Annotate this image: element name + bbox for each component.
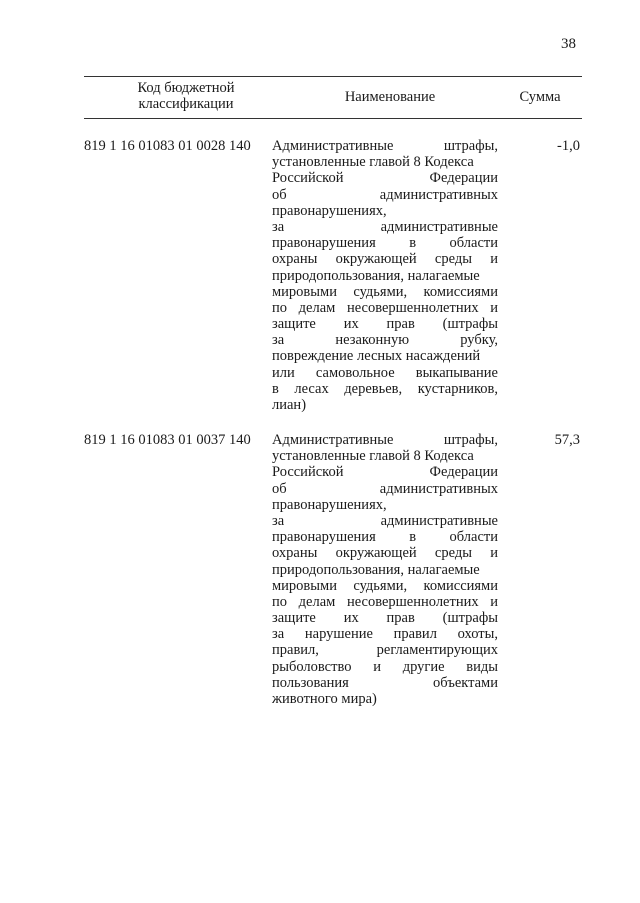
column-header-sum: Сумма (519, 89, 561, 105)
item-name (272, 432, 498, 707)
name-line: правонарушениях, (272, 202, 387, 219)
name-line: Российской Федерации (272, 464, 498, 481)
name-line: животного мира) (272, 691, 377, 707)
name-line: мировыми судьями, комиссиями (272, 283, 498, 300)
name-line: установленные главой 8 Кодекса (272, 448, 474, 465)
name-line: по делам несовершеннолетних и (272, 593, 498, 610)
page-number: 38 (561, 36, 576, 52)
name-line: за административные (272, 218, 498, 235)
column-header-code: Код бюджетной классификации (137, 80, 235, 112)
budget-code: 819 1 16 01083 01 0028 140 (84, 138, 251, 154)
name-line: природопользования, налагаемые (272, 267, 480, 284)
name-line: рыболовство и другие виды (272, 658, 498, 675)
item-name (272, 138, 498, 413)
name-line: повреждение лесных насаждений (272, 348, 481, 365)
name-line: природопользования, налагаемые (272, 561, 480, 578)
name-line: правонарушения в области (272, 529, 498, 546)
name-line: за административные (272, 512, 498, 529)
budget-code: 819 1 16 01083 01 0037 140 (84, 432, 251, 448)
name-line: правил, регламентирующих (272, 642, 498, 659)
name-line: правонарушениях, (272, 496, 387, 513)
name-line: правонарушения в области (272, 235, 498, 252)
name-line: защите их прав (штрафы (272, 610, 498, 627)
name-line: об административных (272, 480, 498, 497)
name-line: об административных (272, 186, 498, 203)
name-line: Российской Федерации (272, 170, 498, 187)
name-line: установленные главой 8 Кодекса (272, 154, 474, 171)
table-header-top-rule (84, 76, 582, 77)
table-header-bottom-rule (84, 118, 582, 119)
amount: -1,0 (557, 138, 580, 154)
column-header-name: Наименование (344, 89, 436, 105)
name-line: Административные штрафы, (272, 432, 498, 448)
amount: 57,3 (554, 432, 580, 448)
name-line: за нарушение правил охоты, (272, 626, 498, 643)
name-line: охраны окружающей среды и (272, 251, 498, 268)
name-line: Административные штрафы, (272, 138, 498, 154)
name-line: защите их прав (штрафы (272, 316, 498, 333)
name-line: по делам несовершеннолетних и (272, 299, 498, 316)
name-line: мировыми судьями, комиссиями (272, 577, 498, 594)
name-line: пользования объектами (272, 674, 498, 691)
name-line: за незаконную рубку, (272, 332, 498, 349)
name-line: охраны окружающей среды и (272, 545, 498, 562)
name-line: или самовольное выкапывание (272, 364, 498, 381)
name-line: лиан) (272, 397, 307, 413)
name-line: в лесах деревьев, кустарников, (272, 380, 498, 397)
